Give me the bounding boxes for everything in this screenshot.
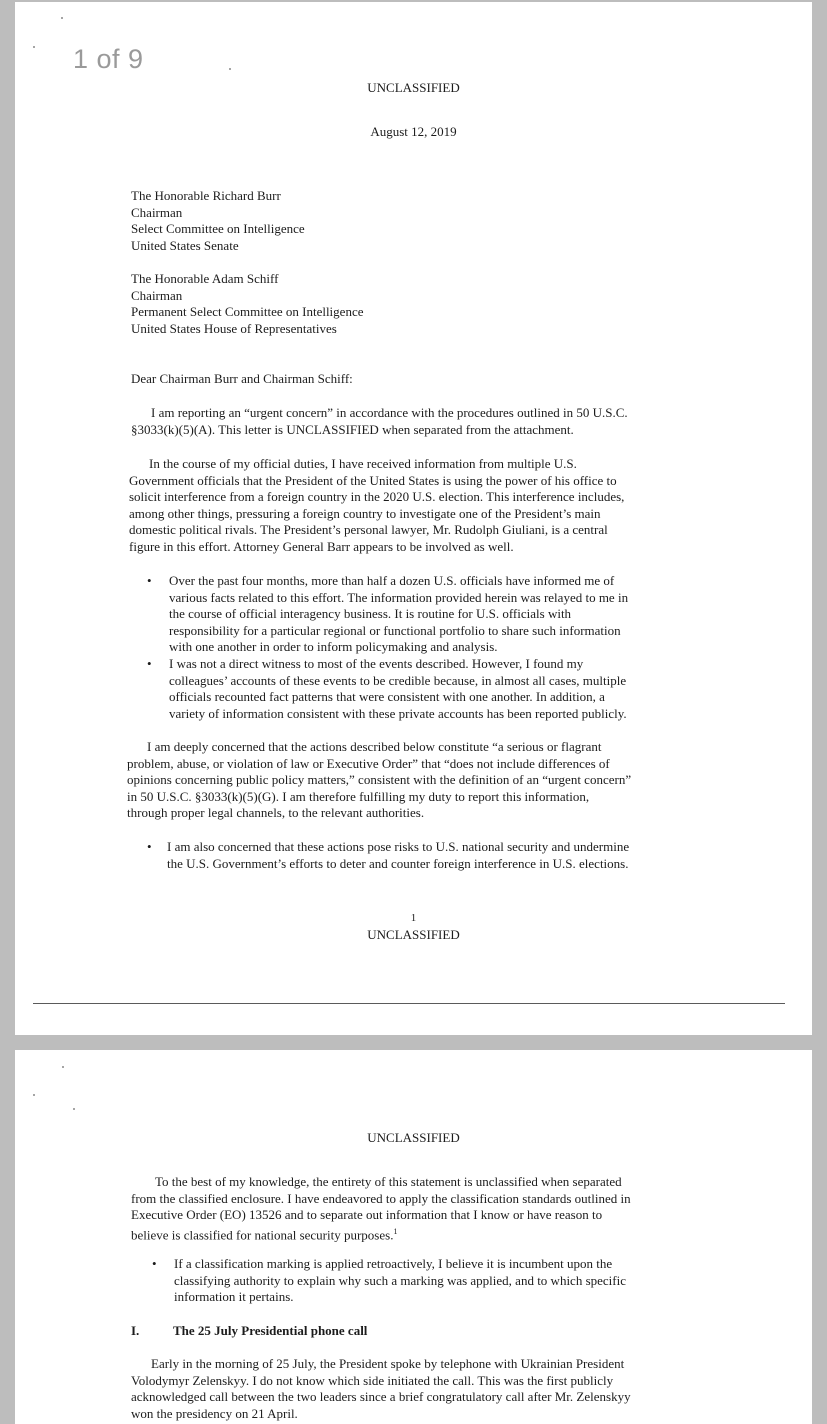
text-line: the U.S. Government’s efforts to deter and counter foreign interference in U.S. elections. — [167, 855, 629, 871]
bullet-item-national-security — [167, 839, 629, 872]
text-line: In the course of my official duties, I have received information from multiple U.S. — [149, 456, 577, 471]
address-line: Select Committee on Intelligence — [131, 221, 305, 237]
recipient-address-1 — [131, 188, 305, 254]
address-line: United States Senate — [131, 237, 239, 253]
text-line: If a classification marking is applied retroactively, I believe it is incumbent upon the — [174, 1256, 613, 1271]
text-line: Volodymyr Zelenskyy. I do not know which side initiated the call. This was the first publicly — [131, 1372, 614, 1388]
paragraph-deeply-concerned — [127, 739, 631, 822]
text-line: colleagues’ accounts of these events to be credible because, in almost all cases, multiple — [169, 672, 627, 688]
text-line: information it pertains. — [174, 1289, 294, 1305]
bullet-icon: • — [152, 1256, 157, 1271]
text-line: problem, abuse, or violation of law or Executive Order” that “does not include differences of — [127, 755, 610, 771]
text-line: Executive Order (EO) 13526 and to separate out information that I know or have reason to — [131, 1207, 603, 1223]
text-line: the course of official interagency business. It is routine for U.S. officials with — [169, 606, 572, 622]
document-page-1 — [15, 2, 812, 1035]
paragraph-urgent-concern — [131, 405, 628, 438]
page-divider — [33, 1003, 785, 1004]
text-line: opinions concerning public policy matters,” consistent with the definition of an “urgent concern” — [127, 772, 632, 788]
text-line: Over the past four months, more than half a dozen U.S. officials have informed me of — [169, 573, 615, 588]
text-line: I am reporting an “urgent concern” in accordance with the procedures outlined in 50 U.S.C. — [151, 405, 628, 420]
text-line: classifying authority to explain why such a marking was applied, and to which specific — [174, 1272, 626, 1288]
bullet-icon: • — [147, 573, 152, 588]
text-line: figure in this effort. Attorney General Barr appears to be involved as well. — [129, 538, 514, 554]
text-line: solicit interference from a foreign country in the 2020 U.S. election. This interference includes, — [129, 489, 625, 505]
text-line: acknowledged call between the two leaders since a brief congratulatory call after Mr. Zelenskyy — [131, 1389, 631, 1405]
bullet-item-officials — [169, 573, 628, 656]
text-line: To the best of my knowledge, the entirety of this statement is unclassified when separated — [155, 1174, 622, 1189]
address-line: Chairman — [131, 287, 183, 303]
bullet-icon: • — [147, 656, 152, 671]
text-line: variety of information consistent with these private accounts has been reported publicly. — [169, 705, 627, 721]
address-line: Chairman — [131, 204, 183, 220]
header-classification-marking: UNCLASSIFIED — [367, 80, 460, 95]
text-line: among other things, pressuring a foreign country to investigate one of the President’s main — [129, 505, 601, 521]
address-line: The Honorable Richard Burr — [131, 188, 281, 203]
recipient-address-2 — [131, 271, 363, 337]
text-line: domestic political rivals. The President’s personal lawyer, Mr. Rudolph Giuliani, is a central — [129, 522, 608, 538]
paragraph-official-duties — [129, 456, 624, 556]
text-line: in 50 U.S.C. §3033(k)(5)(G). I am therefore fulfilling my duty to report this information, — [127, 788, 590, 804]
text-line: I am also concerned that these actions pose risks to U.S. national security and undermine — [167, 839, 630, 854]
text-line: from the classified enclosure. I have endeavored to apply the classification standards outlined in — [131, 1190, 631, 1206]
text-line: I am deeply concerned that the actions described below constitute “a serious or flagrant — [147, 739, 602, 754]
header-classification-marking: UNCLASSIFIED — [367, 1130, 460, 1145]
page-counter: 1 of 9 — [73, 44, 144, 74]
text-line: officials recounted fact patterns that were consistent with one another. In addition, a — [169, 689, 605, 705]
text-line: various facts related to this effort. The information provided herein was relayed to me in — [169, 589, 629, 605]
salutation: Dear Chairman Burr and Chairman Schiff: — [131, 371, 353, 386]
address-line: The Honorable Adam Schiff — [131, 271, 279, 286]
text-line: responsibility for a particular regional or functional portfolio to share such information — [169, 622, 621, 638]
paragraph-unclassified-statement — [131, 1174, 631, 1244]
paragraph-phone-call — [131, 1356, 631, 1422]
bullet-icon: • — [147, 839, 152, 854]
text-line: won the presidency on 21 April. — [131, 1405, 298, 1421]
text-line: I was not a direct witness to most of the events described. However, I found my — [169, 656, 584, 671]
footnote-marker: 1 — [393, 1226, 398, 1236]
address-line: Permanent Select Committee on Intelligence — [131, 304, 364, 320]
footer-classification-marking: UNCLASSIFIED — [367, 927, 460, 942]
section-number: I. — [131, 1323, 140, 1338]
bullet-item-classification-marking — [174, 1256, 626, 1306]
document-page-2 — [15, 1050, 812, 1424]
letter-date: August 12, 2019 — [370, 124, 457, 139]
text-line: with one another in order to inform policymaking and analysis. — [169, 639, 498, 655]
address-line: United States House of Representatives — [131, 320, 337, 336]
section-heading: The 25 July Presidential phone call — [173, 1323, 368, 1338]
text-line: Government officials that the President of the United States is using the power of his office to — [129, 472, 617, 488]
text-line: believe is classified for national security purposes. — [131, 1227, 394, 1243]
page-number: 1 — [410, 912, 417, 924]
text-line: Early in the morning of 25 July, the President spoke by telephone with Ukrainian President — [151, 1356, 625, 1371]
bullet-item-witness — [169, 656, 627, 722]
text-line: through proper legal channels, to the relevant authorities. — [127, 805, 425, 821]
text-line: §3033(k)(5)(A). This letter is UNCLASSIFIED when separated from the attachment. — [131, 421, 574, 437]
